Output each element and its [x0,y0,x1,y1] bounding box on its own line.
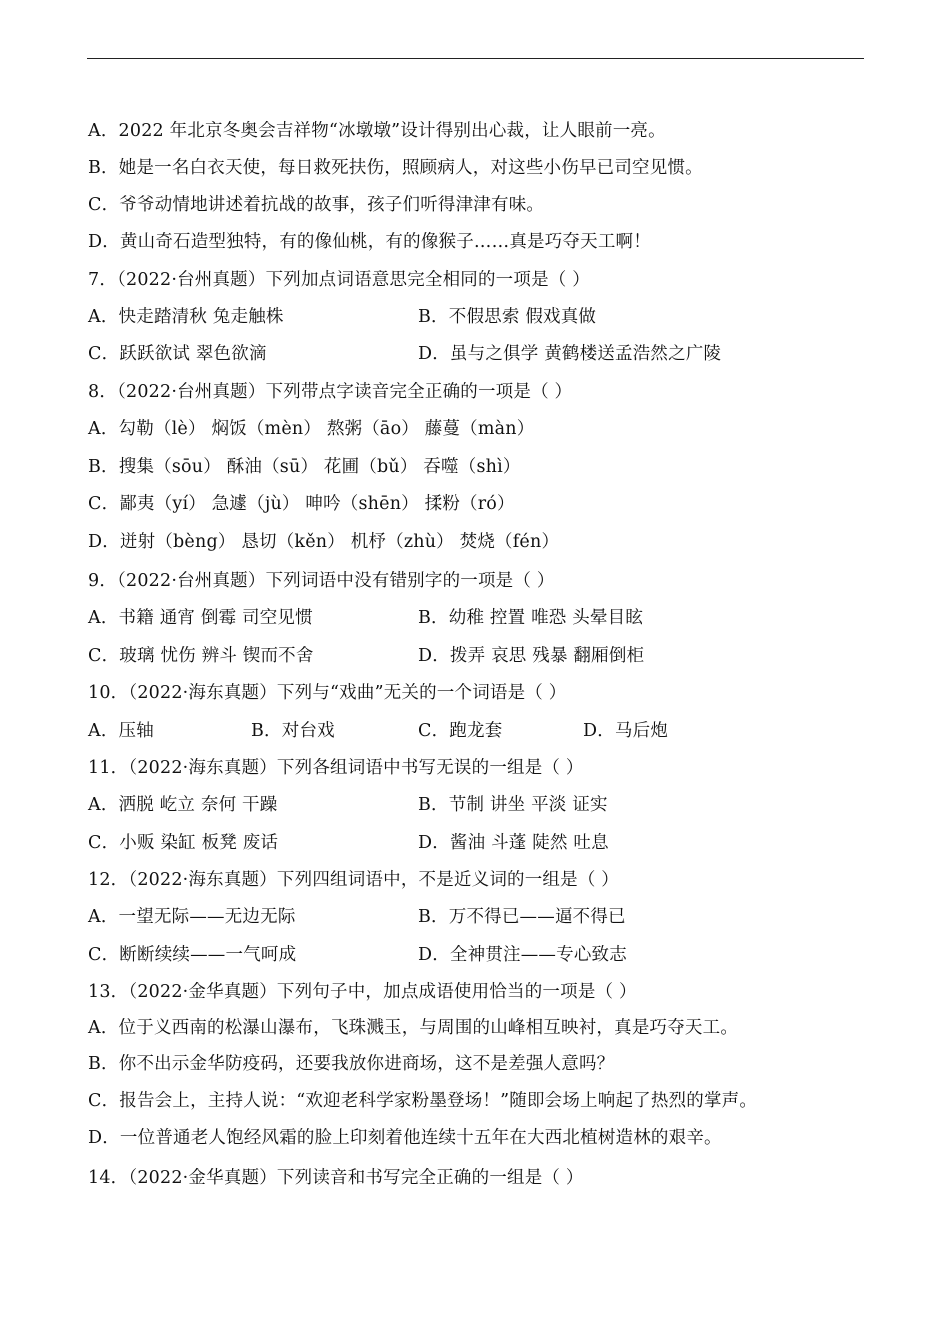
option-line: C．报告会上，主持人说：“欢迎老科学家粉墨登场！”随即会场上响起了热烈的掌声。 [88,1091,758,1111]
option-row: A．洒脱 屹立 奈何 干躁 B．节制 讲坐 平淡 证实 [88,795,608,815]
header-rule [87,58,864,59]
question-stem: 9．（2022·台州真题）下列词语中没有错别字的一项是（ ） [88,571,555,591]
option-line: B．她是一名白衣天使，每日救死扶伤，照顾病人，对这些小伤早已司空见惯。 [88,158,703,178]
question-stem: 13．（2022·金华真题）下列句子中，加点成语使用恰当的一项是（ ） [88,982,637,1002]
option-line: A．位于义西南的松瀑山瀑布，飞珠溅玉，与周围的山峰相互映衬，真是巧夺天工。 [88,1018,739,1038]
document-page: A．2022 年北京冬奥会吉祥物“冰墩墩”设计得别出心裁，让人眼前一亮。 B．她是一名白衣天使，每日救死扶伤，照顾病人，对这些小伤早已司空见惯。 C．爷爷动情地讲述着抗战的故事，孩子们听得津津有味。 D．黄山奇石造型独特，有的像仙桃，有的像猴子……真是巧夺天工啊！ 7．（2022·台州真题）下列加点词语意思完全相同的一项是（ ） A．快走踏清秋 兔走触株 B．不假思索 假戏真做 C．跃跃欲试 翠色欲滴 D．虽与之俱学 黄鹤楼送孟浩然之广陵 8．（2022·台州真题）下列带点字读音完全正确的一项是（ ） A．勾勒（lè） 焖饭（mèn） 熬粥（āo） 藤蔓（màn） B．搜集（sōu） 酥油（sū） 花圃（bǔ） 吞噬（shì） C．鄙夷（yí） 急遽（jù） 呻吟（shēn） 揉粉（ró） D．迸射（bèng） 恳切（kěn） 机杼（zhù） 焚烧（fén） 9．（2022·台州真题）下列词语中没有错别字的一项是（ ） A．书籍 通宵 倒霉 司空见惯 B．幼稚 控置 唯恐 头晕目眩 C．玻璃 忧伤 辨斗 锲而不舍 D．拨弄 哀思 残暴 翻厢倒柜 10．（2022·海东真题）下列与“戏曲”无关的一个词语是（ ） A．压轴 B．对台戏 C．跑龙套 D．马后炮 11．（2022·海东真题）下列各组词语中书写无误的一组是（ ） A．洒脱 屹立 奈何 干躁 B．节制 讲坐 平淡 证实 C．小贩 染缸 板凳 废话 D．酱油 斗蓬 陡然 吐息 12．（2022·海东真题）下列四组词语中，不是近义词的一组是（ ） A．一望无际——无边无际 B．万不得已——逼不得已 C．断断续续——一气呵成 D．全神贯注——专心致志 13．（2022·金华真题）下列句子中，加点成语使用恰当的一项是（ ） A．位于义西南的松瀑山瀑布，飞珠溅玉，与周围的山峰相互映衬，真是巧夺天工。 B．你不出示金华防疫码，还要我放你进商场，这不是差强人意吗？ C．报告会上，主持人说：“欢迎老科学家粉墨登场！”随即会场上响起了热烈的掌声。 D．一位普通老人饱经风霜的脸上印刻着他连续十五年在大西北植树造林的艰辛。 14．（2022·金华真题）下列读音和书写完全正确的一组是（ ） [0,0,950,1344]
option-line: C．爷爷动情地讲述着抗战的故事，孩子们听得津津有味。 [88,195,545,215]
question-stem: 8．（2022·台州真题）下列带点字读音完全正确的一项是（ ） [88,382,573,402]
option-line: B．搜集（sōu） 酥油（sū） 花圃（bǔ） 吞噬（shì） [88,457,521,477]
option-line: A．2022 年北京冬奥会吉祥物“冰墩墩”设计得别出心裁，让人眼前一亮。 [88,121,666,141]
question-stem: 14．（2022·金华真题）下列读音和书写完全正确的一组是（ ） [88,1168,584,1188]
option-line: B．你不出示金华防疫码，还要我放你进商场，这不是差强人意吗？ [88,1054,615,1074]
option-line: A．勾勒（lè） 焖饭（mèn） 熬粥（āo） 藤蔓（màn） [88,419,535,439]
question-stem: 7．（2022·台州真题）下列加点词语意思完全相同的一项是（ ） [88,270,590,290]
question-stem: 12．（2022·海东真题）下列四组词语中，不是近义词的一组是（ ） [88,870,619,890]
option-line: D．迸射（bèng） 恳切（kěn） 机杼（zhù） 焚烧（fén） [88,532,560,552]
option-row: C．玻璃 忧伤 辨斗 锲而不舍 D．拨弄 哀思 残暴 翻厢倒柜 [88,646,645,666]
option-row: A．书籍 通宵 倒霉 司空见惯 B．幼稚 控置 唯恐 头晕目眩 [88,608,644,628]
option-row: C．跃跃欲试 翠色欲滴 D．虽与之俱学 黄鹤楼送孟浩然之广陵 [88,344,722,364]
question-stem: 11．（2022·海东真题）下列各组词语中书写无误的一组是（ ） [88,758,584,778]
option-line: D．一位普通老人饱经风霜的脸上印刻着他连续十五年在大西北植树造林的艰辛。 [88,1128,722,1148]
question-stem: 10．（2022·海东真题）下列与“戏曲”无关的一个词语是（ ） [88,683,567,703]
option-row: C．小贩 染缸 板凳 废话 D．酱油 斗蓬 陡然 吐息 [88,833,609,853]
option-row: A．快走踏清秋 兔走触株 B．不假思索 假戏真做 [88,307,597,327]
option-row: C．断断续续——一气呵成 D．全神贯注——专心致志 [88,945,627,965]
option-line: D．黄山奇石造型独特，有的像仙桃，有的像猴子……真是巧夺天工啊！ [88,232,651,252]
option-row: A．一望无际——无边无际 B．万不得已——逼不得已 [88,907,626,927]
option-line: C．鄙夷（yí） 急遽（jù） 呻吟（shēn） 揉粉（ró） [88,494,515,514]
